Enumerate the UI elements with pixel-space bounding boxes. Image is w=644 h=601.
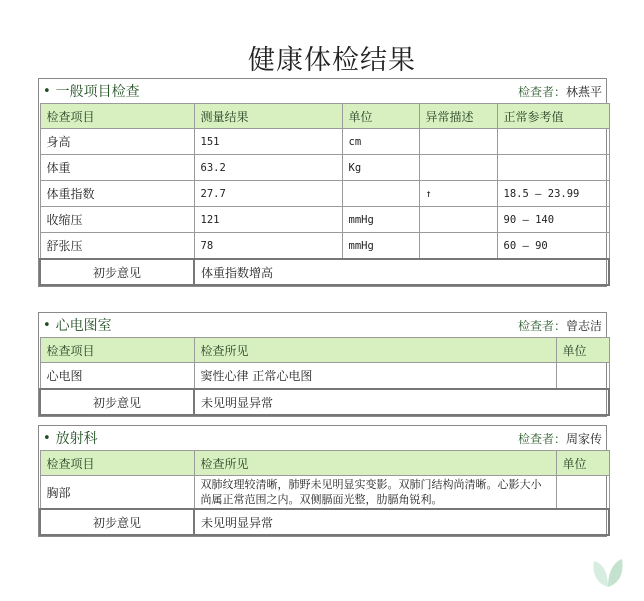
- table-row: [40, 207, 609, 233]
- ecg-inspector: [518, 317, 602, 334]
- item-cell: 胸部: [40, 476, 194, 510]
- column-header: 单位: [556, 451, 609, 476]
- general-exam-header: [39, 79, 606, 103]
- leaf-logo-icon: [588, 553, 628, 589]
- column-header: 单位: [342, 104, 419, 129]
- unit-cell: mmHg: [342, 233, 419, 260]
- general-exam-inspector: [518, 83, 602, 100]
- abnormal-cell: [419, 207, 497, 233]
- general-exam-title-text: 一般项目检查: [55, 84, 140, 100]
- abnormal-cell: [419, 155, 497, 181]
- item-cell: 身高: [40, 129, 194, 155]
- ecg-header: [39, 313, 606, 337]
- radiology-inspector: [518, 430, 602, 447]
- column-header: 检查所见: [194, 338, 556, 363]
- radiology-section: [38, 425, 607, 537]
- inspector-name: 周家传: [565, 431, 602, 446]
- unit-cell: cm: [342, 129, 419, 155]
- reference-cell: 18.5 — 23.99: [497, 181, 609, 207]
- bullet-dot-icon: •: [43, 430, 51, 446]
- table-header-row: [40, 104, 609, 129]
- opinion-label: 初步意见: [40, 259, 194, 285]
- reference-cell: 90 — 140: [497, 207, 609, 233]
- opinion-value: 未见明显异常: [194, 389, 609, 415]
- table-row: [40, 476, 609, 510]
- reference-cell: [497, 155, 609, 181]
- inspector-label: 检查者：: [517, 318, 566, 333]
- abnormal-cell: ↑: [419, 181, 497, 207]
- bullet-dot-icon: •: [43, 83, 51, 99]
- result-cell: 121: [194, 207, 342, 233]
- unit-cell: [556, 363, 609, 390]
- general-exam-section: [38, 78, 607, 287]
- table-row: [40, 233, 609, 260]
- general-exam-title: [43, 81, 140, 101]
- item-cell: 体重: [40, 155, 194, 181]
- opinion-row: [40, 509, 609, 535]
- reference-cell: 60 — 90: [497, 233, 609, 260]
- item-cell: 体重指数: [40, 181, 194, 207]
- ecg-table: [39, 337, 610, 416]
- column-header: 单位: [556, 338, 609, 363]
- table-row: [40, 363, 609, 390]
- opinion-label: 初步意见: [40, 389, 194, 415]
- abnormal-cell: [419, 129, 497, 155]
- opinion-value: 未见明显异常: [194, 509, 609, 535]
- column-header: 异常描述: [419, 104, 497, 129]
- opinion-label: 初步意见: [40, 509, 194, 535]
- unit-cell: [556, 476, 609, 510]
- result-cell: 151: [194, 129, 342, 155]
- result-cell: 78: [194, 233, 342, 260]
- unit-cell: mmHg: [342, 207, 419, 233]
- item-cell: 心电图: [40, 363, 194, 390]
- result-cell: 27.7: [194, 181, 342, 207]
- unit-cell: [342, 181, 419, 207]
- table-row: [40, 181, 609, 207]
- column-header: 检查项目: [40, 338, 194, 363]
- finding-cell: 双肺纹理较清晰，肺野未见明显实变影。双肺门结构尚清晰。心影大小尚属正常范围之内。双侧膈面光整，肋膈角锐利。: [194, 476, 556, 510]
- item-cell: 舒张压: [40, 233, 194, 260]
- radiology-title: [43, 428, 98, 448]
- column-header: 检查所见: [194, 451, 556, 476]
- abnormal-cell: [419, 233, 497, 260]
- table-header-row: [40, 338, 609, 363]
- opinion-value: 体重指数增高: [194, 259, 609, 285]
- inspector-name: 林燕平: [565, 84, 602, 99]
- radiology-title-text: 放射科: [55, 431, 98, 447]
- opinion-row: [40, 259, 609, 285]
- reference-cell: [497, 129, 609, 155]
- column-header: 正常参考值: [497, 104, 609, 129]
- table-row: [40, 155, 609, 181]
- column-header: 检查项目: [40, 104, 194, 129]
- inspector-label: 检查者：: [517, 431, 566, 446]
- ecg-section: [38, 312, 607, 417]
- item-cell: 收缩压: [40, 207, 194, 233]
- radiology-header: [39, 426, 606, 450]
- inspector-label: 检查者：: [517, 84, 566, 99]
- general-exam-table: [39, 103, 610, 286]
- result-cell: 63.2: [194, 155, 342, 181]
- ecg-title-text: 心电图室: [55, 318, 112, 334]
- column-header: 测量结果: [194, 104, 342, 129]
- finding-cell: 窦性心律 正常心电图: [194, 363, 556, 390]
- table-header-row: [40, 451, 609, 476]
- ecg-title: [43, 315, 112, 335]
- unit-cell: Kg: [342, 155, 419, 181]
- table-row: [40, 129, 609, 155]
- column-header: 检查项目: [40, 451, 194, 476]
- page-title: 健康体检结果: [248, 45, 416, 76]
- inspector-name: 曾志洁: [565, 318, 602, 333]
- bullet-dot-icon: •: [43, 317, 51, 333]
- radiology-table: [39, 450, 610, 536]
- opinion-row: [40, 389, 609, 415]
